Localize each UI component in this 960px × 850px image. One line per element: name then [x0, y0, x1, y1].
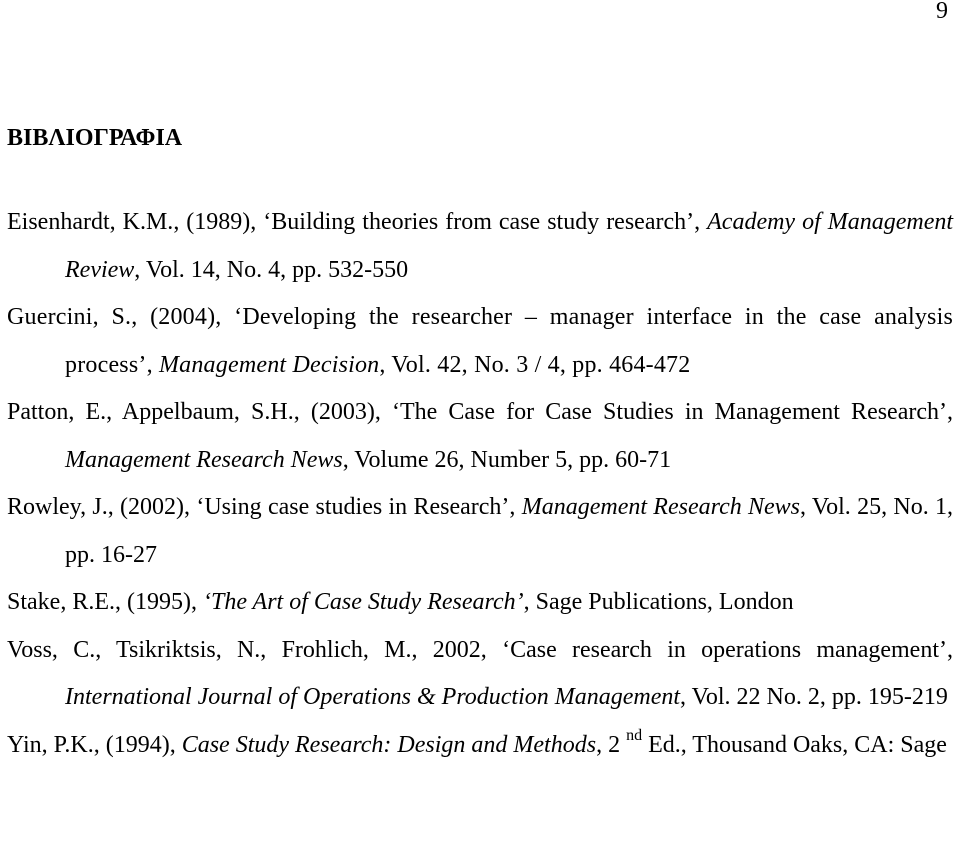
bibliography-list — [7, 199, 953, 769]
reference-details: , Volume 26, Number 5, pp. 60-71 — [342, 446, 672, 473]
reference-title: ‘Building theories from case study research’, — [263, 209, 708, 235]
reference-year: , (2003), — [293, 399, 392, 425]
reference-year: , (2002), — [107, 494, 197, 520]
reference-title: ‘Developing the researcher – manager interface in the case analysis process’, — [65, 304, 953, 378]
reference-authors: Stake, R.E. — [7, 589, 115, 615]
reference-details: , Vol. 42, No. 3 / 4, pp. 464-472 — [379, 351, 691, 378]
reference-details: , Vol. 22 No. 2, pp. 195-219 — [680, 684, 948, 710]
page-title: ΒΙΒΛΙΟΓΡΑΦΙΑ — [7, 125, 183, 151]
reference-source: Management Research News — [521, 494, 801, 520]
reference-details: , Vol. 25, No. 1, pp. 16-27 — [65, 494, 954, 568]
reference-source: Academy of Management Review — [65, 209, 954, 283]
reference-source: Management Decision — [158, 351, 380, 378]
reference-rowley — [7, 484, 953, 579]
reference-title: ‘Case research in operations management’, — [502, 636, 953, 663]
reference-patton — [7, 389, 953, 484]
reference-stake — [7, 579, 953, 627]
page-number: 9 — [936, 0, 948, 24]
reference-voss — [7, 627, 953, 722]
reference-details: Ed., Thousand Oaks, CA: Sage — [642, 731, 947, 758]
reference-source: Management Research News — [65, 446, 343, 473]
reference-year: , (1989), — [173, 209, 264, 235]
reference-year: , (1994), — [93, 731, 182, 758]
reference-authors: Yin, P.K. — [7, 731, 94, 758]
reference-authors: Eisenhardt, K.M. — [7, 209, 174, 235]
reference-authors: Guercini, S. — [7, 304, 132, 330]
reference-details: , Vol. 14, No. 4, pp. 532-550 — [134, 256, 409, 283]
reference-authors: Voss, C., Tsikriktsis, N., Frohlich, M. — [7, 636, 412, 663]
reference-year: , (1995), — [115, 589, 203, 615]
reference-year: , 2002, — [411, 636, 503, 663]
reference-edition: , 2 — [596, 731, 627, 758]
reference-title: ‘Using case studies in Research’, — [196, 494, 522, 520]
reference-title: ‘The Art of Case Study Research’ — [202, 589, 524, 615]
reference-guercini — [7, 294, 953, 389]
edition-superscript: nd — [626, 726, 643, 744]
reference-source: International Journal of Operations & Production Management — [65, 684, 681, 710]
reference-authors: Patton, E., Appelbaum, S.H. — [7, 399, 294, 425]
reference-details: , Sage Publications, London — [523, 589, 794, 615]
reference-title: ‘The Case for Case Studies in Management Research’, — [391, 399, 954, 425]
reference-authors: Rowley, J. — [7, 494, 108, 520]
reference-year: , (2004), — [131, 304, 235, 330]
reference-title: Case Study Research: Design and Methods — [181, 731, 597, 758]
reference-eisenhardt — [7, 199, 953, 294]
reference-yin — [7, 722, 953, 770]
